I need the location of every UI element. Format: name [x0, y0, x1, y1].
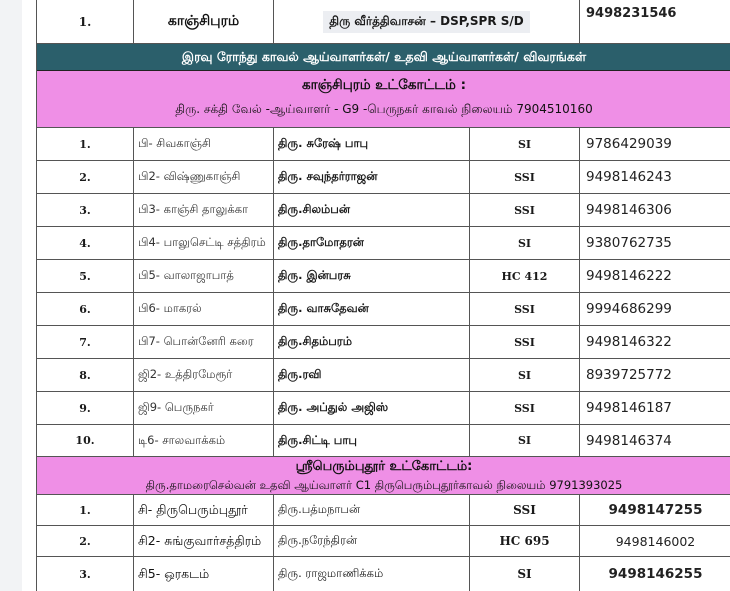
row-station: பி7- பொன்னேரி கரை [134, 326, 274, 358]
table-row [37, 161, 730, 194]
row-phone: 9498146374 [586, 432, 672, 449]
row-officer: திரு. வாசுதேவன் [274, 293, 470, 325]
row-officer: திரு. அப்துல் அஜிஸ் [274, 392, 470, 424]
row-rank: SI [470, 359, 580, 391]
row-station: பி5- வாலாஜாபாத் [134, 260, 274, 292]
row-officer: திரு.சிட்டி பாபு [274, 425, 470, 456]
table-row [37, 425, 730, 457]
section-heading-subtitle: திரு. சக்தி வேல் -ஆய்வாளர் - G9 -பெருநகர் காவல் நிலையம் 7904510160 [175, 102, 593, 116]
section-heading-sriperumbudur [37, 457, 730, 495]
row-phone: 9498146255 [608, 566, 703, 582]
row-serial: 1. [37, 128, 134, 160]
row-station: ஜி2- உத்திரமேரூர் [134, 359, 274, 391]
row-officer: திரு.பத்மநாபன் [274, 495, 470, 525]
row-station: பி2- விஷ்ணுகாஞ்சி [134, 161, 274, 193]
row-serial: 7. [37, 326, 134, 358]
row-phone: 9498146322 [586, 334, 672, 350]
row-officer: திரு. ராஜமாணிக்கம் [274, 557, 470, 591]
table-row [37, 326, 730, 359]
row-phone: 9786429039 [586, 136, 672, 152]
section-heading-kanchipuram [37, 71, 730, 128]
title-phone: 9498231546 [586, 6, 677, 21]
row-station: சி- திருபெரும்புதூர் [134, 495, 274, 525]
row-rank: SSI [470, 392, 580, 424]
row-serial: 6. [37, 293, 134, 325]
row-phone: 9498146222 [586, 268, 672, 284]
title-district: காஞ்சிபுரம் [134, 0, 274, 43]
row-serial: 4. [37, 227, 134, 259]
table-row [37, 227, 730, 260]
title-serial: 1. [37, 0, 134, 43]
table-row [37, 293, 730, 326]
row-rank: SI [470, 425, 580, 456]
row-phone: 9498146306 [586, 202, 672, 218]
row-officer: திரு.சிலம்பன் [274, 194, 470, 226]
row-serial: 2. [37, 526, 134, 556]
row-station: பி3- காஞ்சி தாலுக்கா [134, 194, 274, 226]
section-heading-title: காஞ்சிபுரம் உட்கோட்டம் : [301, 77, 467, 93]
row-phone: 9994686299 [586, 301, 672, 317]
table-row [37, 557, 730, 591]
row-rank: SSI [470, 495, 580, 525]
row-phone: 9498147255 [608, 502, 703, 518]
table-row [37, 495, 730, 526]
row-serial: 3. [37, 557, 134, 591]
row-station: டி6- சாலவாக்கம் [134, 425, 274, 456]
section-heading-subtitle: திரு.தாமரைசெல்வன் உதவி ஆய்வாளர் C1 திருபெரும்புதூர்காவல் நிலையம் 9791393025 [145, 478, 623, 492]
row-rank: SI [470, 128, 580, 160]
row-phone: 9380762735 [586, 235, 672, 251]
table-row [37, 359, 730, 392]
row-station: ஜி9- பெருநகர் [134, 392, 274, 424]
table-row [37, 260, 730, 293]
row-phone: 9498146243 [586, 169, 672, 185]
row-rank: SSI [470, 194, 580, 226]
table-row [37, 392, 730, 425]
row-officer: திரு. சவுந்தர்ராஜன் [274, 161, 470, 193]
table-row [37, 194, 730, 227]
section-heading-title: ஸ்ரீபெரும்புதூர் உட்கோட்டம்: [295, 459, 473, 474]
row-rank: HC 412 [470, 260, 580, 292]
row-serial: 8. [37, 359, 134, 391]
row-phone: 8939725772 [586, 367, 672, 383]
row-serial: 2. [37, 161, 134, 193]
document-table [36, 0, 730, 591]
row-officer: திரு.சிதம்பரம் [274, 326, 470, 358]
title-row [37, 0, 730, 44]
row-serial: 5. [37, 260, 134, 292]
row-serial: 3. [37, 194, 134, 226]
row-phone: 9498146002 [615, 533, 696, 549]
band-title: இரவு ரோந்து காவல் ஆய்வாளர்கள்/ உதவி ஆய்வாளர்கள்/ விவரங்கள் [37, 44, 730, 71]
row-rank: HC 695 [470, 526, 580, 556]
row-station: பி6- மாகரல் [134, 293, 274, 325]
left-margin-strip [0, 0, 22, 591]
row-station: பி- சிவகாஞ்சி [134, 128, 274, 160]
table-row [37, 128, 730, 161]
row-serial: 9. [37, 392, 134, 424]
row-serial: 10. [37, 425, 134, 456]
row-serial: 1. [37, 495, 134, 525]
row-officer: திரு.ரவி [274, 359, 470, 391]
row-officer: திரு. சுரேஷ் பாபு [274, 128, 470, 160]
row-station: சி5- ஒரகடம் [134, 557, 274, 591]
table-row [37, 526, 730, 557]
row-officer: திரு. இன்பரசு [274, 260, 470, 292]
row-officer: திரு.தாமோதரன் [274, 227, 470, 259]
title-officer [274, 0, 580, 43]
row-rank: SSI [470, 326, 580, 358]
row-rank: SSI [470, 293, 580, 325]
row-rank: SSI [470, 161, 580, 193]
row-rank: SI [470, 227, 580, 259]
title-officer-text: திரு வீர்த்திவாசன் – DSP,SPR S/D [323, 11, 530, 33]
row-station: சி2- சுங்குவார்சத்திரம் [134, 526, 274, 556]
row-officer: திரு.நரேந்திரன் [274, 526, 470, 556]
row-station: பி4- பாலுசெட்டி சத்திரம் [134, 227, 274, 259]
row-rank: SI [470, 557, 580, 591]
row-phone: 9498146187 [586, 400, 672, 416]
